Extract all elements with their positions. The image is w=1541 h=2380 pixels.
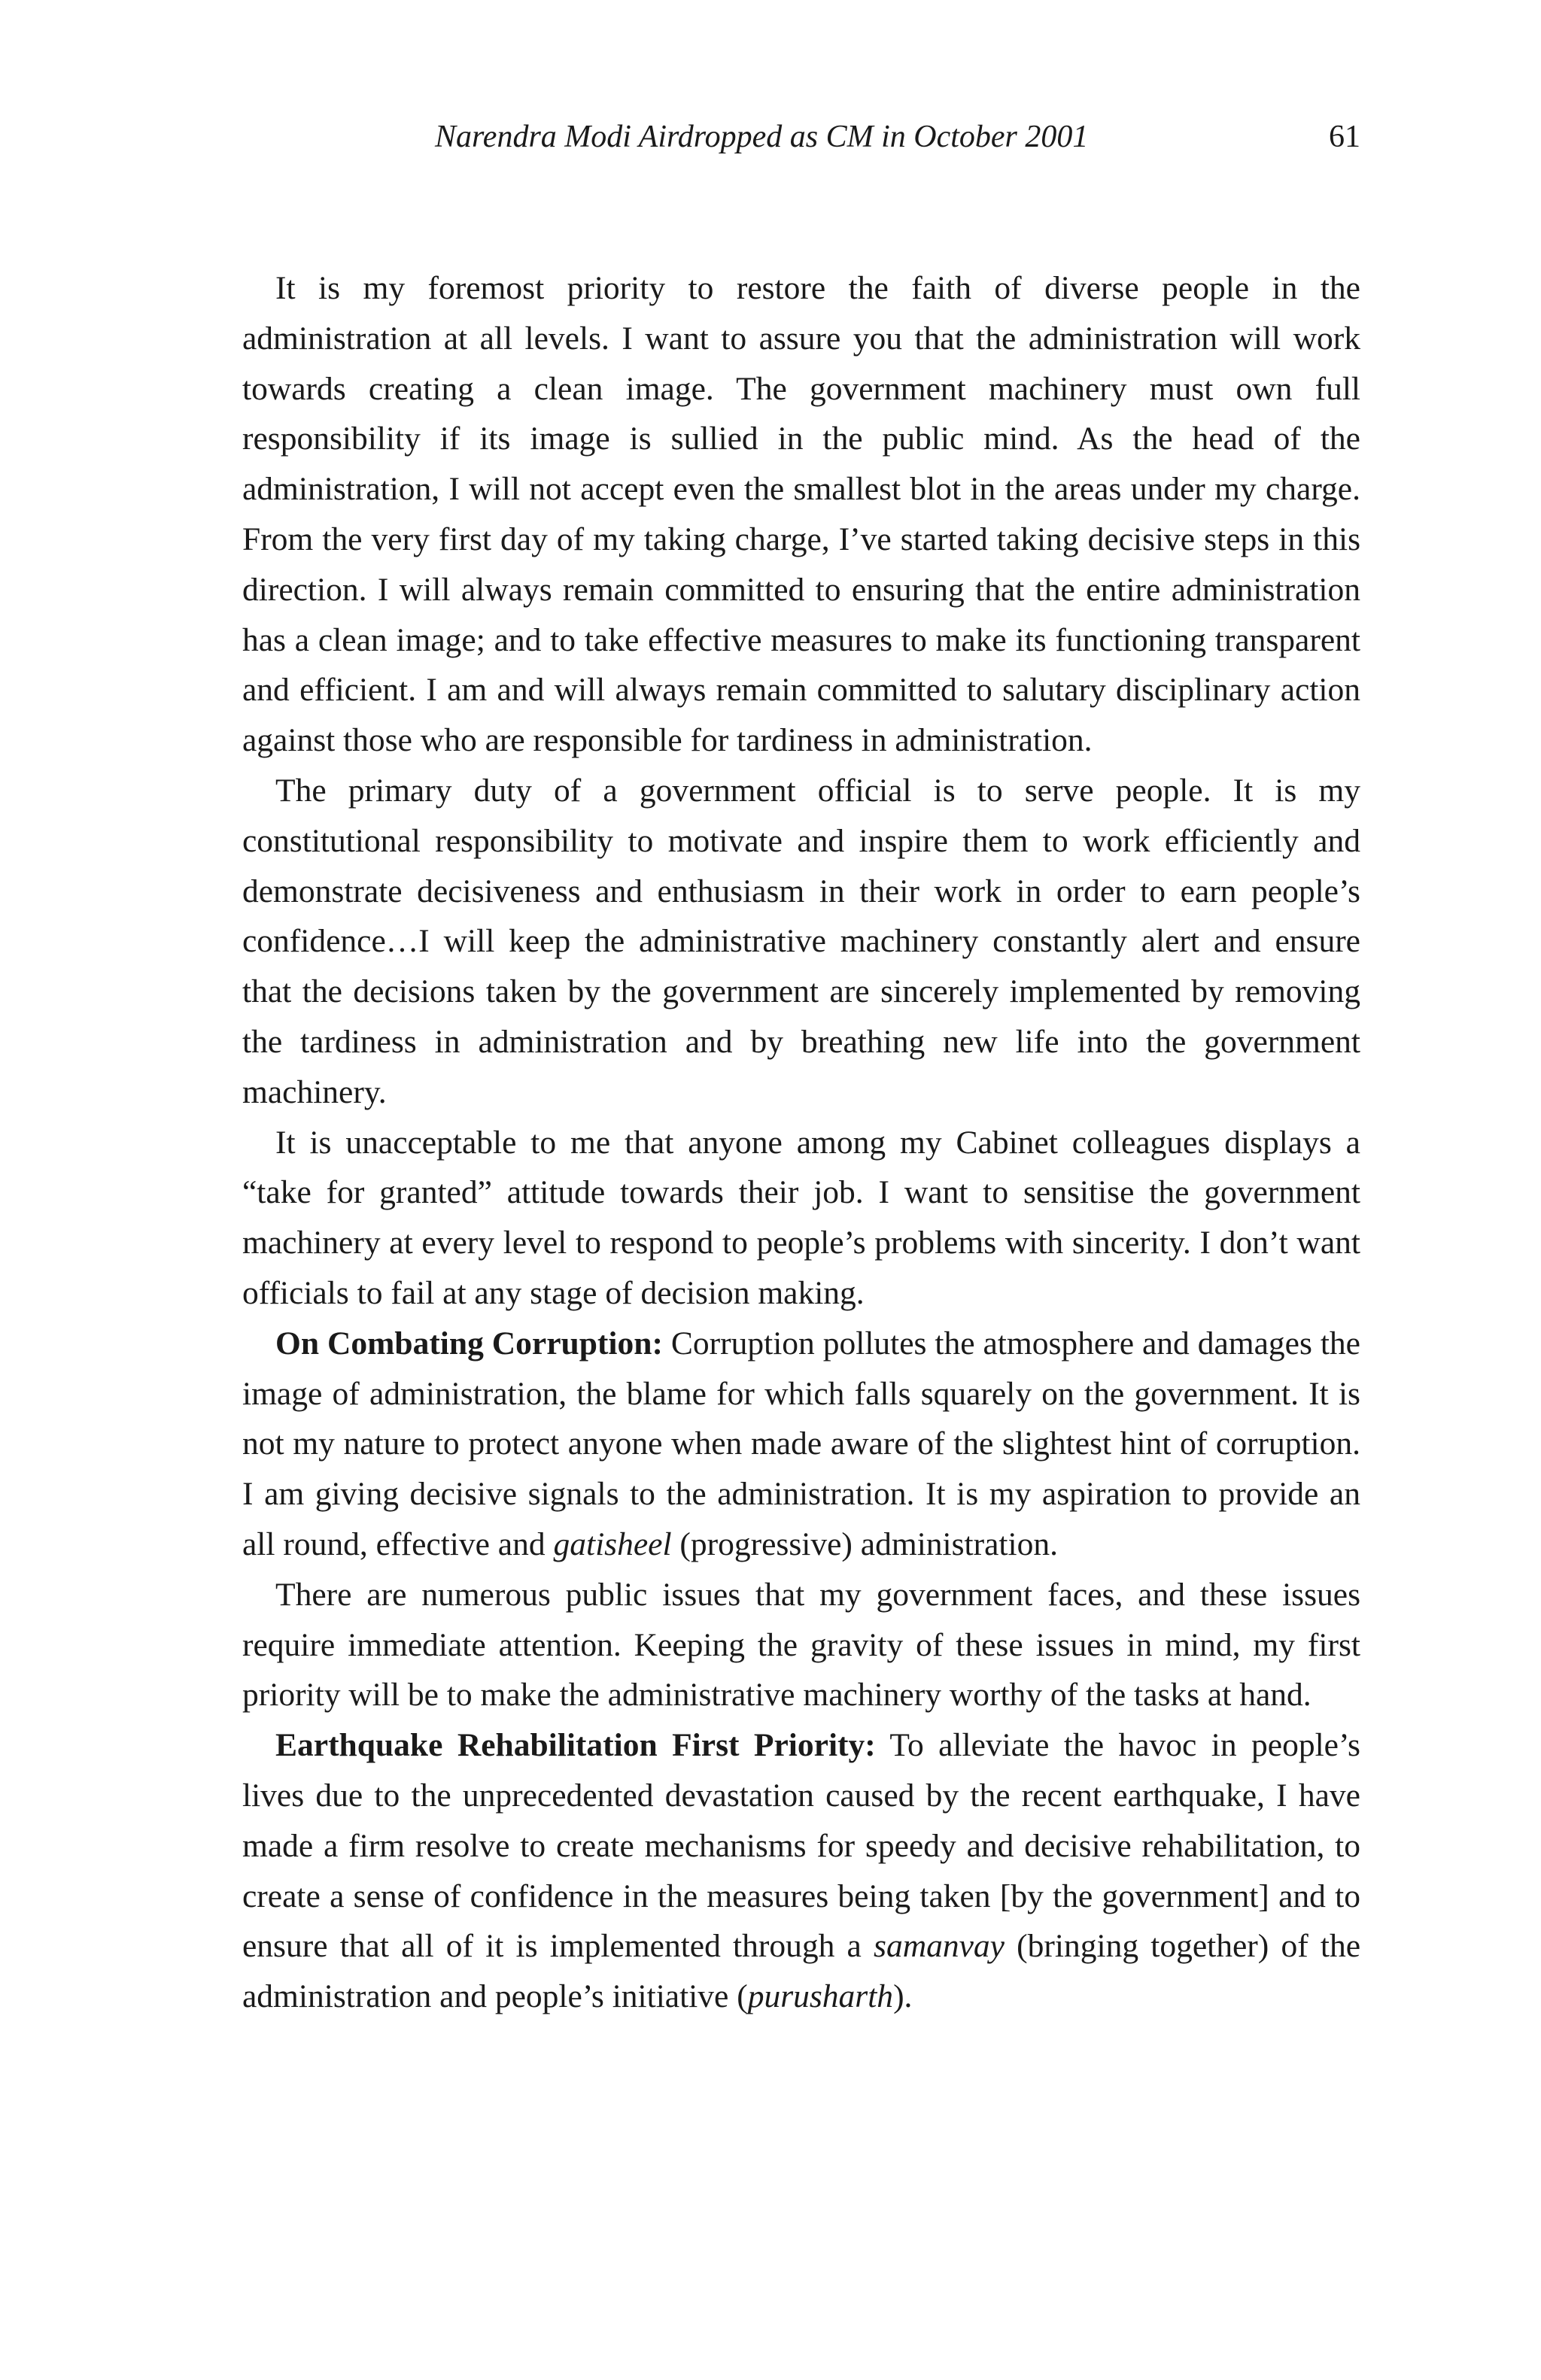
body-text: [242, 263, 1360, 2022]
paragraph-2: The primary duty of a government official is to serve people. It is my constitutional responsibility to motivate and inspire them to work efficiently and demonstrate decisiveness and enthusiasm in their work in order to earn people’s confidence…I will keep the administrative machinery constantly alert and ensure that the decisions taken by the government are sincerely implemented by removing the tardiness in administration and by breathing new life into the government machinery.: [242, 772, 1360, 1110]
paragraph-6-text: To alleviate the havoc in people’s lives due to the unprecedented devastation caused by the recent earthquake, I have made a firm resolve to create mechanisms for speedy and decisive rehabilitation, to create a sense of confidence in the measures being taken [by the government] and to ensure that all of it is implemented through a: [242, 1727, 1360, 1965]
paragraph-4-text: Corruption pollutes the atmosphere and damages the image of administration, the blame for which falls squarely on the government. It is not my nature to protect anyone when made aware of the slightest hint of corruption. I am giving decisive signals to the administration. It is my aspiration to provide an all round, effective and: [242, 1325, 1360, 1562]
run-in-heading-earthquake: Earthquake Rehabilitation First Priority:: [275, 1727, 876, 1764]
paragraph-5: There are numerous public issues that my government faces, and these issues require immediate attention. Keeping the gravity of these issues in mind, my first priority will be to make the administrative machinery worthy of the tasks at hand.: [242, 1576, 1360, 1714]
term-purusharth: purusharth: [747, 1978, 894, 2015]
page-number: 61: [1329, 120, 1360, 154]
paragraph-3: It is unacceptable to me that anyone among my Cabinet colleagues displays a “take for granted” attitude towards their job. I want to sensitise the government machinery at every level to respond to people’s problems with sincerity. I don’t want officials to fail at any stage of decision making.: [242, 1124, 1360, 1311]
term-gatisheel: gatisheel: [553, 1525, 672, 1562]
run-in-heading-corruption: On Combating Corruption:: [275, 1325, 663, 1362]
running-title: Narendra Modi Airdropped as CM in October 2001: [435, 120, 1089, 154]
paragraph-6-text-middle: (bringing together) of the administration and people’s initiative (: [242, 1928, 1361, 2015]
running-head: [242, 114, 1360, 159]
paragraph-6-text-end: ).: [893, 1978, 913, 2015]
paragraph-4: [242, 1319, 1360, 1570]
term-samanvay: samanvay: [874, 1928, 1005, 1965]
paragraph-1: It is my foremost priority to restore the faith of diverse people in the administration at all levels. I want to assure you that the administration will work towards creating a clean image. The government machinery must own full responsibility if its image is sullied in the public mind. As the head of the administration, I will not accept even the smallest blot in the areas under my charge. From the very first day of my taking charge, I’ve started taking decisive steps in this direction. I will always remain committed to ensuring that the entire administration has a clean image; and to take effective measures to make its functioning transparent and efficient. I am and will always remain committed to salutary disciplinary action against those who are responsible for tardiness in administration.: [242, 270, 1360, 759]
paragraph-6: [242, 1720, 1360, 2022]
paragraph-4-text-end: (progressive) administration.: [671, 1525, 1058, 1562]
